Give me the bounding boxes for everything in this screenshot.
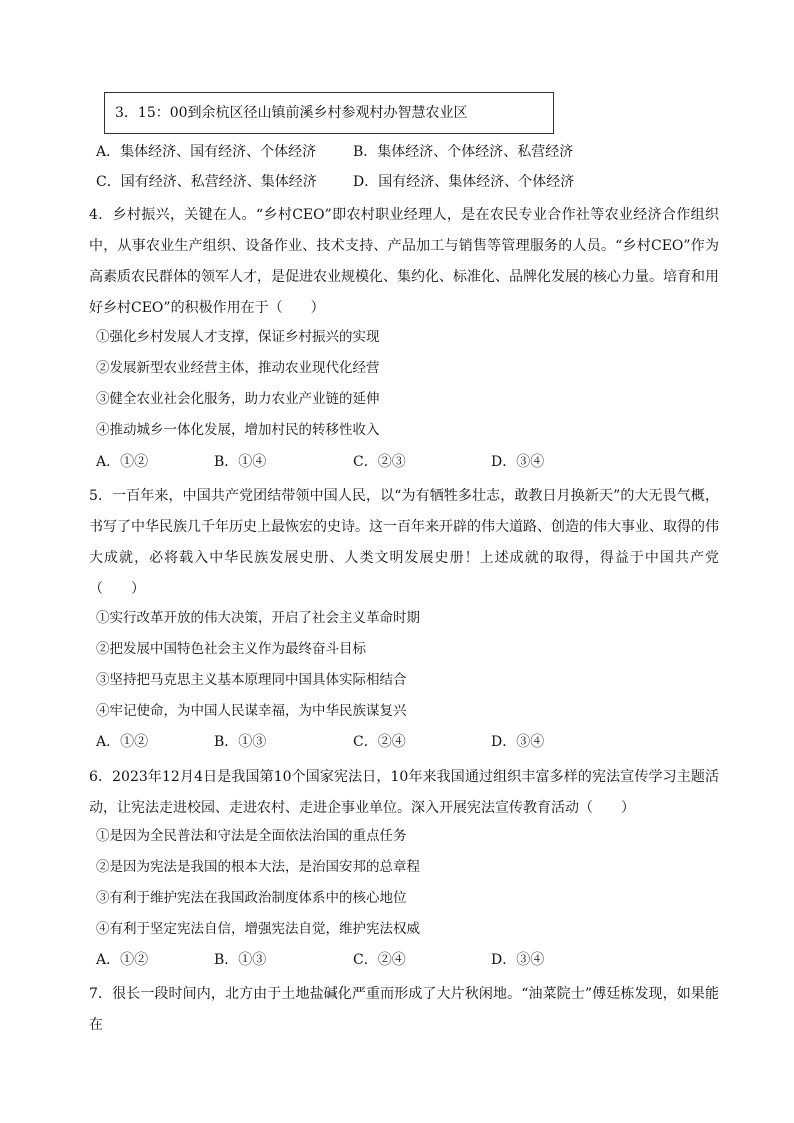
q4-choice-b[interactable]: B．①④ — [214, 454, 267, 470]
q4-stem: 4．乡村振兴，关键在人。“乡村CEO”即农村职业经理人，是在农民专业合作社等农业经济合作组织中，从事农业生产组织、设备作业、技术支持、产品加工与销售等管理服务的人员。“乡村CEO”作为高素质农民群体的领军人才，是促进农业规模化、集约化、标准化、品牌化发展的核心力量。培育和用好乡村CEO”的积极作用在于（ ） — [89, 207, 719, 316]
q4-choice-d[interactable]: D．③④ — [491, 454, 545, 470]
q4-choice-c[interactable]: C．②③ — [353, 454, 406, 470]
q5-stem: 5．一百年来，中国共产党团结带领中国人民，以“为有牺牲多壮志，敢教日月换新天”的大无畏气概，书写了中华民族几千年历史上最恢宏的史诗。这一百年来开辟的伟大道路、创造的伟大事业、取得的伟大成就，必将载入中华民族发展史册、人类文明发展史册！上述成就的取得，得益于中国共产党（ ） — [89, 488, 719, 597]
q4-option-3: ③健全农业社会化服务，助力农业产业链的延伸 — [96, 391, 380, 407]
q4-option-2: ②发展新型农业经营主体，推动农业现代化经营 — [96, 360, 380, 376]
q6-stem: 6．2023年12月4日是我国第10个国家宪法日，10年来我国通过组织丰富多样的宪法宣传学习主题活动，让宪法走进校园、走进农村、走进企事业单位。深入开展宪法宣传教育活动（ ） — [89, 769, 719, 816]
q6-option-1: ①是因为全民普法和守法是全面依法治国的重点任务 — [96, 828, 407, 844]
q3-choice-a[interactable]: A．集体经济、国有经济、个体经济 — [96, 144, 317, 160]
q3-choice-c[interactable]: C．国有经济、私营经济、集体经济 — [96, 174, 317, 190]
q6-option-4: ④有利于坚定宪法自信，增强宪法自觉，维护宪法权威 — [96, 921, 420, 937]
q3-choice-d[interactable]: D．国有经济、集体经济、个体经济 — [353, 174, 575, 190]
q5-choices — [96, 732, 736, 752]
q6-choices — [96, 950, 736, 970]
q7-stem: 7．很长一段时间内，北方由于土地盐碱化严重而形成了大片秋闲地。“油菜院士”傅廷栋发现，如果能在 — [89, 986, 719, 1033]
q6-option-2: ②是因为宪法是我国的根本大法，是治国安邦的总章程 — [96, 859, 420, 875]
q6-choice-d[interactable]: D．③④ — [491, 952, 545, 968]
q6-option-3: ③有利于维护宪法在我国政治制度体系中的核心地位 — [96, 890, 407, 906]
q5-option-2: ②把发展中国特色社会主义作为最终奋斗目标 — [96, 641, 366, 657]
q5-choice-c[interactable]: C．②④ — [353, 734, 406, 750]
q4-option-4: ④推动城乡一体化发展，增加村民的转移性收入 — [96, 422, 380, 438]
q3-choices-row-2 — [96, 172, 736, 192]
q6-choice-c[interactable]: C．②④ — [353, 952, 406, 968]
q4-choices — [96, 452, 736, 472]
q3-box-text: 3．15：00到余杭区径山镇前溪乡村参观村办智慧农业区 — [115, 105, 468, 121]
q5-option-3: ③坚持把马克思主义基本原理同中国具体实际相结合 — [96, 672, 407, 688]
q5-choice-d[interactable]: D．③④ — [491, 734, 545, 750]
q4-choice-a[interactable]: A．①② — [96, 454, 149, 470]
q5-choice-b[interactable]: B．①③ — [214, 734, 267, 750]
q5-option-1: ①实行改革开放的伟大决策，开启了社会主义革命时期 — [96, 610, 420, 626]
q3-boxed-item — [104, 92, 554, 134]
q3-choice-b[interactable]: B．集体经济、个体经济、私营经济 — [353, 144, 574, 160]
q6-choice-a[interactable]: A．①② — [96, 952, 149, 968]
q5-option-4: ④牢记使命，为中国人民谋幸福，为中华民族谋复兴 — [96, 703, 407, 719]
q4-option-1: ①强化乡村发展人才支撑，保证乡村振兴的实现 — [96, 329, 380, 345]
q5-choice-a[interactable]: A．①② — [96, 734, 149, 750]
q3-choices-row-1 — [96, 142, 736, 162]
q6-choice-b[interactable]: B．①③ — [214, 952, 267, 968]
